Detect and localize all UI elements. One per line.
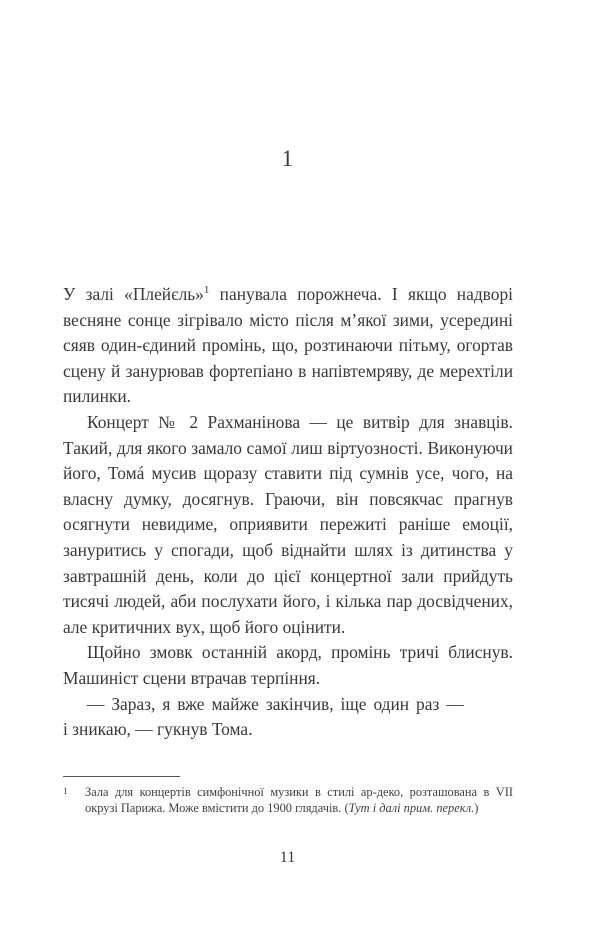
paragraph-2 [63, 410, 513, 640]
chapter-number: 1 [281, 146, 294, 171]
footnote-reference-1[interactable]: 1 [203, 284, 210, 297]
paragraph-3 [63, 640, 513, 691]
footnote-text-part-2: ) [474, 801, 479, 816]
dialogue-line-2: і зникаю, — гукнув Тома. [63, 719, 253, 740]
paragraph-1-text-before-ref: У залі «Плейєль» [63, 284, 204, 304]
dialogue-line-1: — Зараз, я вже майже закінчив, іще один раз — [87, 693, 464, 714]
paragraph-1 [63, 282, 513, 410]
footnote-text-italic: Тут і далі прим. перекл. [348, 801, 475, 816]
paragraph-2-text: Концерт № 2 Рахманінова — це витвір для знавців. Такий, для якого замало самої лиш віртуозності. Виконуючи його, Томá мусив щоразу ставити під сумнів усе, чого, на власну думку, досягнув. Граючи, він повсякчас прагнув осягнути невидиме, оприявити пережиті раніше емоції, зануритись у спогади, щоб віднайти шлях із дитинства у завтрашній день, коли до цієї концертної зали прийдуть тисячі людей, аби послухати його, і кілька пар досвідчених, але критичних вух, щоб його оцінити. [63, 411, 513, 637]
footnote-separator-rule [63, 776, 180, 777]
paragraph-4-dialogue [63, 692, 513, 743]
footnote-text [85, 784, 513, 817]
page-number: 11 [279, 849, 296, 866]
footnote-text-part-1: Зала для концертів симфонічної музики в стилі ар-деко, розташована в VII окрузі Парижа. Може вмістити до 1900 глядачів. ( [85, 785, 513, 816]
paragraph-3-text: Щойно змовк останній акорд, промінь тричі блиснув. Машиніст сцени втрачав терпіння. [63, 642, 513, 688]
paragraph-1-text-after-ref: панувала порожнеча. І якщо надворі весняне сонце зігрівало місто після м’якої зими, усередині сяяв один-єдиний промінь, що, розтинаючи пітьму, огортав сцену й занурював фортепіано в напівтемряву, де мерехтіли пилинки. [63, 284, 513, 407]
footnote-block [63, 784, 513, 817]
body-text-block [63, 282, 513, 743]
footnote-marker: 1 [63, 786, 68, 796]
